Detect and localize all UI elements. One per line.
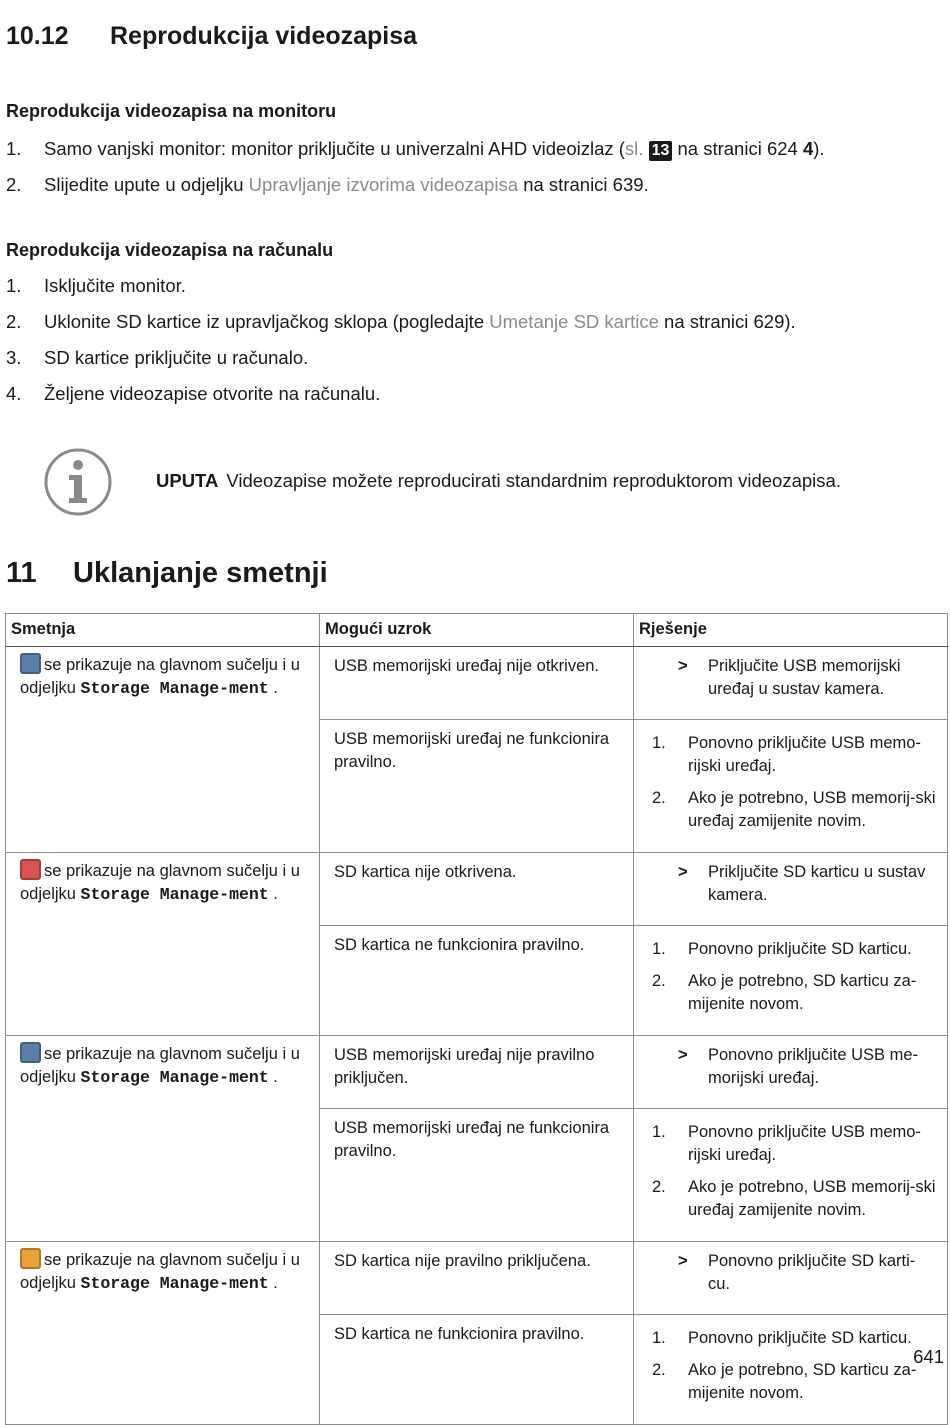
step-text: na stranici 629). bbox=[658, 311, 796, 332]
solution-step bbox=[648, 1250, 937, 1296]
list-item bbox=[648, 1359, 937, 1405]
list-item bbox=[648, 1176, 937, 1222]
computer-heading: Reprodukcija videozapisa na računalu bbox=[6, 240, 334, 260]
sd-error-icon bbox=[20, 859, 41, 880]
cross-reference-link[interactable]: Umetanje SD kartice bbox=[489, 311, 659, 332]
list-item bbox=[6, 274, 796, 310]
step-text: Uklonite SD kartice iz upravljačkog sklopa (pogledajte bbox=[44, 311, 490, 332]
solution-cell bbox=[634, 1315, 948, 1425]
cause-cell: SD kartica ne funkcionira pravilno. bbox=[320, 1315, 634, 1425]
column-header: Smetnja bbox=[6, 614, 320, 647]
solution-text: Ako je potrebno, SD karticu za-mijenite novom. bbox=[688, 1361, 917, 1402]
arrow-bullet-icon: > bbox=[678, 1046, 688, 1064]
solution-cell bbox=[634, 720, 948, 853]
step-number: 2. bbox=[6, 174, 22, 195]
symptom-cell bbox=[6, 853, 320, 1036]
solution-text: Ponovno priključite USB memo-rijski uređaj. bbox=[688, 1123, 921, 1164]
solution-text: Priključite SD karticu u sustav kamera. bbox=[708, 863, 926, 904]
cross-reference-link[interactable]: Upravljanje izvorima videozapisa bbox=[248, 174, 519, 195]
usb-error-icon bbox=[20, 653, 41, 674]
solution-cell bbox=[634, 1109, 948, 1242]
step-number: 1. bbox=[652, 1123, 666, 1141]
troubleshooting-table bbox=[5, 613, 948, 1425]
arrow-bullet-icon: > bbox=[678, 1252, 688, 1270]
step-number: 1. bbox=[6, 275, 22, 296]
step-number: 1. bbox=[6, 138, 22, 159]
step-number: 1. bbox=[652, 940, 666, 958]
list-item bbox=[648, 938, 937, 961]
step-text: Slijedite upute u odjeljku bbox=[44, 174, 249, 195]
step-text: Željene videozapise otvorite na računalu. bbox=[44, 383, 381, 404]
step-number: 3. bbox=[6, 347, 22, 368]
solution-text: Ponovno priključite SD karti-cu. bbox=[708, 1252, 916, 1293]
column-header: Rješenje bbox=[634, 614, 948, 647]
cause-cell: SD kartica ne funkcionira pravilno. bbox=[320, 926, 634, 1036]
solution-text: Priključite USB memorijski uređaj u sustav kamera. bbox=[708, 657, 901, 698]
symptom-cell bbox=[6, 1242, 320, 1425]
section-title-text: Reprodukcija videozapisa bbox=[110, 22, 418, 50]
solution-step bbox=[648, 861, 937, 907]
chapter-number: 11 bbox=[6, 557, 37, 589]
cause-cell: USB memorijski uređaj nije otkriven. bbox=[320, 647, 634, 720]
solution-cell bbox=[634, 926, 948, 1036]
note-label: UPUTA bbox=[156, 470, 219, 491]
solution-cell bbox=[634, 1242, 948, 1315]
chapter-title bbox=[6, 557, 328, 590]
computer-steps bbox=[6, 274, 796, 418]
symptom-cell bbox=[6, 1036, 320, 1242]
list-item bbox=[6, 137, 825, 173]
note-text-line bbox=[156, 470, 841, 492]
solution-cell bbox=[634, 853, 948, 926]
cause-cell: SD kartica nije pravilno priključena. bbox=[320, 1242, 634, 1315]
storage-management-label: Storage Manage-ment bbox=[80, 1274, 269, 1293]
storage-management-label: Storage Manage-ment bbox=[80, 679, 269, 698]
note-box bbox=[44, 448, 924, 518]
table-row bbox=[6, 647, 948, 720]
step-number: 1. bbox=[652, 1329, 666, 1347]
symptom-text: se prikazuje na glavnom sučelju i u odjeljku bbox=[20, 656, 300, 697]
solution-text: Ponovno priključite SD karticu. bbox=[688, 1329, 912, 1347]
step-number: 1. bbox=[652, 734, 666, 752]
cause-cell: USB memorijski uređaj nije pravilno priključen. bbox=[320, 1036, 634, 1109]
solution-cell bbox=[634, 647, 948, 720]
step-number: 4. bbox=[6, 383, 22, 404]
usb-warning-icon bbox=[20, 1042, 41, 1063]
step-number: 2. bbox=[652, 1361, 666, 1379]
figure-link[interactable]: sl. bbox=[624, 138, 644, 159]
symptom-text: se prikazuje na glavnom sučelju i u odjeljku bbox=[20, 862, 300, 903]
step-number: 2. bbox=[6, 311, 22, 332]
list-item bbox=[648, 1121, 937, 1167]
list-item bbox=[648, 1327, 937, 1350]
step-text: SD kartice priključite u računalo. bbox=[44, 347, 309, 368]
table-row bbox=[6, 1242, 948, 1315]
step-number: 2. bbox=[652, 972, 666, 990]
list-item bbox=[648, 732, 937, 778]
solution-steps bbox=[648, 938, 937, 1016]
cause-cell: SD kartica nije otkrivena. bbox=[320, 853, 634, 926]
solution-text: Ponovno priključite USB me-morijski uređaj. bbox=[708, 1046, 919, 1087]
list-item bbox=[6, 382, 796, 418]
section-number: 10.12 bbox=[6, 22, 69, 50]
solution-text: Ponovno priključite SD karticu. bbox=[688, 940, 912, 958]
column-header: Mogući uzrok bbox=[320, 614, 634, 647]
step-text: na stranici 639. bbox=[518, 174, 649, 195]
symptom-text: se prikazuje na glavnom sučelju i u odjeljku bbox=[20, 1045, 300, 1086]
monitor-steps bbox=[6, 137, 825, 209]
table-row bbox=[6, 853, 948, 926]
solution-text: Ako je potrebno, USB memorij-ski uređaj zamijenite novim. bbox=[688, 1178, 936, 1219]
solution-steps bbox=[648, 1121, 937, 1222]
sd-warning-icon bbox=[20, 1248, 41, 1269]
symptom-text: se prikazuje na glavnom sučelju i u odjeljku bbox=[20, 1251, 300, 1292]
solution-text: Ako je potrebno, USB memorij-ski uređaj zamijenite novim. bbox=[688, 789, 936, 830]
figure-number-badge: 13 bbox=[649, 141, 673, 161]
list-item bbox=[648, 970, 937, 1016]
solution-step bbox=[648, 1044, 937, 1090]
section-title bbox=[6, 22, 417, 51]
monitor-heading: Reprodukcija videozapisa na monitoru bbox=[6, 101, 337, 121]
callout-number: 4 bbox=[802, 138, 814, 159]
list-item bbox=[6, 346, 796, 382]
cause-cell: USB memorijski uređaj ne funkcionira pravilno. bbox=[320, 720, 634, 853]
list-item bbox=[6, 310, 796, 346]
symptom-cell bbox=[6, 647, 320, 853]
symptom-text-end: . bbox=[268, 1068, 278, 1086]
step-number: 2. bbox=[652, 1178, 666, 1196]
symptom-text-end: . bbox=[268, 1274, 278, 1292]
cause-cell: USB memorijski uređaj ne funkcionira pravilno. bbox=[320, 1109, 634, 1242]
step-text: Samo vanjski monitor: monitor priključite u univerzalni AHD videoizlaz ( bbox=[44, 138, 625, 159]
step-text: ). bbox=[813, 138, 825, 159]
solution-step bbox=[648, 655, 937, 701]
symptom-text-end: . bbox=[268, 679, 278, 697]
info-icon bbox=[44, 448, 112, 516]
step-text: na stranici 624 bbox=[672, 138, 803, 159]
step-text: Isključite monitor. bbox=[44, 275, 186, 296]
list-item bbox=[6, 173, 825, 209]
solution-steps bbox=[648, 1327, 937, 1405]
list-item bbox=[648, 787, 937, 833]
note-text: Videozapise možete reproducirati standardnim reproduktorom videozapisa. bbox=[226, 470, 841, 491]
solution-cell bbox=[634, 1036, 948, 1109]
solution-steps bbox=[648, 732, 937, 833]
table-header-row bbox=[6, 614, 948, 647]
step-number: 2. bbox=[652, 789, 666, 807]
symptom-text-end: . bbox=[268, 885, 278, 903]
page-number: 641 bbox=[913, 1346, 944, 1367]
solution-text: Ponovno priključite USB memo-rijski uređaj. bbox=[688, 734, 921, 775]
table-row bbox=[6, 1036, 948, 1109]
storage-management-label: Storage Manage-ment bbox=[80, 885, 269, 904]
solution-text: Ako je potrebno, SD karticu za-mijenite novom. bbox=[688, 972, 917, 1013]
chapter-title-text: Uklanjanje smetnji bbox=[73, 557, 328, 589]
arrow-bullet-icon: > bbox=[678, 863, 688, 881]
arrow-bullet-icon: > bbox=[678, 657, 688, 675]
storage-management-label: Storage Manage-ment bbox=[80, 1068, 269, 1087]
